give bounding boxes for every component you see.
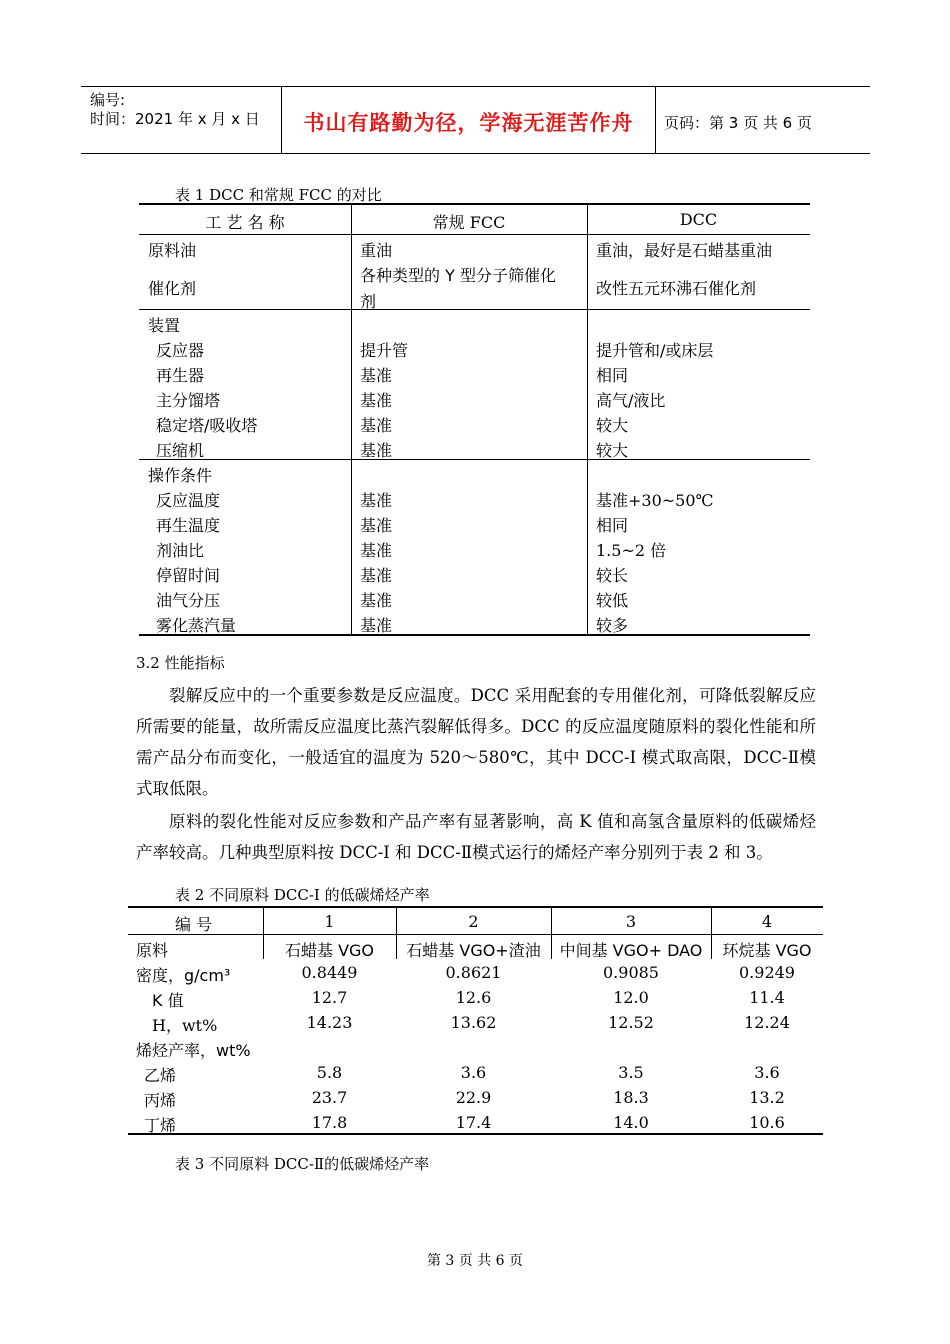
table-cell: 22.9	[455, 1088, 492, 1107]
table-header-cell: 常规 FCC	[432, 213, 506, 232]
table-cell: 相同	[596, 366, 629, 385]
table-cell: 再生温度	[156, 516, 221, 535]
table-cell: 操作条件	[148, 466, 213, 485]
table-cell: 基准	[360, 591, 393, 610]
table-cell: 基准	[360, 491, 393, 510]
table-rule	[128, 1133, 823, 1135]
table-cell: 停留时间	[156, 566, 221, 585]
table-cell: 相同	[596, 516, 629, 535]
header-top-rule	[81, 86, 870, 87]
header-divider	[655, 87, 656, 153]
table-cell: 基准	[360, 366, 393, 385]
table-cell: 剂油比	[156, 541, 205, 560]
table-cell: 提升管和/或床层	[596, 341, 714, 360]
page-footer: 第 3 页 共 6 页	[426, 1253, 524, 1269]
table-cell: 较低	[596, 591, 629, 610]
table-header-cell: 编 号	[175, 915, 213, 934]
table-cell: 环烷基 VGO	[722, 941, 812, 960]
table-rule	[139, 234, 810, 235]
table-cell: 23.7	[311, 1088, 348, 1107]
table-cell: 中间基 VGO+ DAO	[559, 941, 703, 960]
table-cell: 石蜡基 VGO+渣油	[406, 941, 541, 960]
table-cell: 13.62	[450, 1013, 497, 1032]
table-col-rule	[351, 204, 352, 635]
table-cell: 0.8621	[445, 963, 502, 982]
table-cell: 13.2	[749, 1088, 785, 1107]
table-1-caption: 表 1 DCC 和常规 FCC 的对比	[175, 186, 382, 204]
section-heading: 3.2 性能指标	[136, 654, 225, 672]
table-header-cell: 4	[761, 912, 773, 931]
table-header-cell: 工 艺 名 称	[205, 213, 285, 232]
table-cell: 11.4	[749, 988, 785, 1007]
table-cell: 12.7	[311, 988, 348, 1007]
table-cell: 原料	[136, 941, 169, 960]
table-cell: 催化剂	[148, 279, 197, 298]
table-cell: 乙烯	[144, 1066, 177, 1085]
table-cell: 12.52	[608, 1013, 654, 1032]
table-cell: 基准	[360, 391, 393, 410]
table-2-caption: 表 2 不同原料 DCC-I 的低碳烯烃产率	[175, 886, 430, 904]
table-cell: 12.0	[613, 988, 649, 1007]
table-cell: 基准	[360, 616, 393, 635]
table-rule	[139, 203, 810, 205]
table-cell: 剂	[360, 292, 377, 311]
table-cell: 3.6	[460, 1063, 487, 1082]
table-rule	[139, 459, 810, 460]
table-cell: 17.4	[455, 1113, 492, 1132]
table-cell: 稳定塔/吸收塔	[156, 416, 258, 435]
table-cell: 5.8	[316, 1063, 343, 1082]
table-rule	[128, 906, 823, 908]
table-cell: 改性五元环沸石催化剂	[596, 279, 757, 298]
table-cell: 17.8	[311, 1113, 348, 1132]
table-cell: 高气/液比	[596, 391, 666, 410]
table-cell: 主分馏塔	[156, 391, 221, 410]
table-cell: 14.0	[613, 1113, 649, 1132]
table-cell: 3.5	[618, 1063, 644, 1082]
table-cell: 石蜡基 VGO	[284, 941, 375, 960]
table-cell: 0.8449	[301, 963, 358, 982]
table-cell: 14.23	[306, 1013, 353, 1032]
body-text	[136, 680, 816, 868]
table-cell: 基准	[360, 516, 393, 535]
table-cell: 密度，g/cm³	[136, 966, 231, 985]
table-cell: 较长	[596, 566, 629, 585]
table-header-cell: DCC	[679, 210, 718, 229]
table-cell: 基准	[360, 541, 393, 560]
table-cell: 12.6	[455, 988, 492, 1007]
motto: 书山有路勤为径，学海无涯苦作舟	[303, 111, 634, 135]
table-cell: 12.24	[744, 1013, 790, 1032]
table-cell: 再生器	[156, 366, 205, 385]
table-cell: 较多	[596, 616, 629, 635]
table-header-cell: 1	[324, 912, 335, 931]
table-cell: 重油	[360, 241, 393, 260]
table-cell: 基准	[360, 566, 393, 585]
paragraph: 裂解反应中的一个重要参数是反应温度。DCC 采用配套的专用催化剂，可降低裂解反应所需要的能量，故所需反应温度比蒸汽裂解低得多。DCC 的反应温度随原料的裂化性能和所需产品分布而变化，一般适宜的温度为 520～580℃，其中 DCC-I 模式取高限，DCC-Ⅱ模式取低限。	[136, 686, 816, 798]
page-indicator: 页码：第 3 页 共 6 页	[664, 114, 812, 132]
table-cell: 基准+30~50℃	[596, 491, 714, 510]
date-label: 时间：2021 年 x 月 x 日	[90, 110, 260, 128]
table-cell: 油气分压	[156, 591, 221, 610]
table-rule	[128, 934, 823, 935]
table-cell: 提升管	[360, 341, 409, 360]
table-rule	[139, 309, 810, 310]
table-3-caption: 表 3 不同原料 DCC-Ⅱ的低碳烯烃产率	[175, 1155, 430, 1173]
table-cell: 原料油	[148, 241, 197, 260]
paragraph: 原料的裂化性能对反应参数和产品产率有显著影响，高 K 值和高氢含量原料的低碳烯烃产率较高。几种典型原料按 DCC-I 和 DCC-Ⅱ模式运行的烯烃产率分别列于表 2 和 3。	[136, 812, 816, 862]
table-cell: 各种类型的 Y 型分子筛催化	[360, 266, 556, 285]
table-cell: K 值	[152, 991, 184, 1010]
table-cell: 反应器	[156, 341, 205, 360]
table-cell: 基准	[360, 416, 393, 435]
table-cell: 1.5~2 倍	[596, 541, 667, 560]
header-bottom-rule	[81, 153, 870, 154]
table-cell: 基准	[360, 441, 393, 460]
table-cell: 较大	[596, 416, 629, 435]
table-rule	[139, 634, 810, 636]
table-cell: 烯烃产率，wt%	[136, 1041, 251, 1060]
table-cell: 丙烯	[144, 1091, 177, 1110]
table-cell: 压缩机	[156, 441, 205, 460]
table-cell: 反应温度	[156, 491, 221, 510]
table-cell: 雾化蒸汽量	[156, 616, 237, 635]
table-cell: 丁烯	[144, 1116, 177, 1135]
table-header-cell: 2	[468, 912, 479, 931]
table-col-rule	[587, 204, 588, 635]
table-cell: 3.6	[754, 1063, 780, 1082]
table-cell: H，wt%	[152, 1016, 218, 1035]
table-cell: 0.9249	[739, 963, 795, 982]
table-cell: 0.9085	[603, 963, 659, 982]
table-cell: 18.3	[613, 1088, 649, 1107]
table-cell: 重油，最好是石蜡基重油	[596, 241, 773, 260]
table-header-cell: 3	[625, 912, 637, 931]
doc-number-label: 编号:	[90, 91, 126, 109]
table-cell: 较大	[596, 441, 629, 460]
table-cell: 装置	[148, 316, 181, 335]
table-cell: 10.6	[749, 1113, 785, 1132]
